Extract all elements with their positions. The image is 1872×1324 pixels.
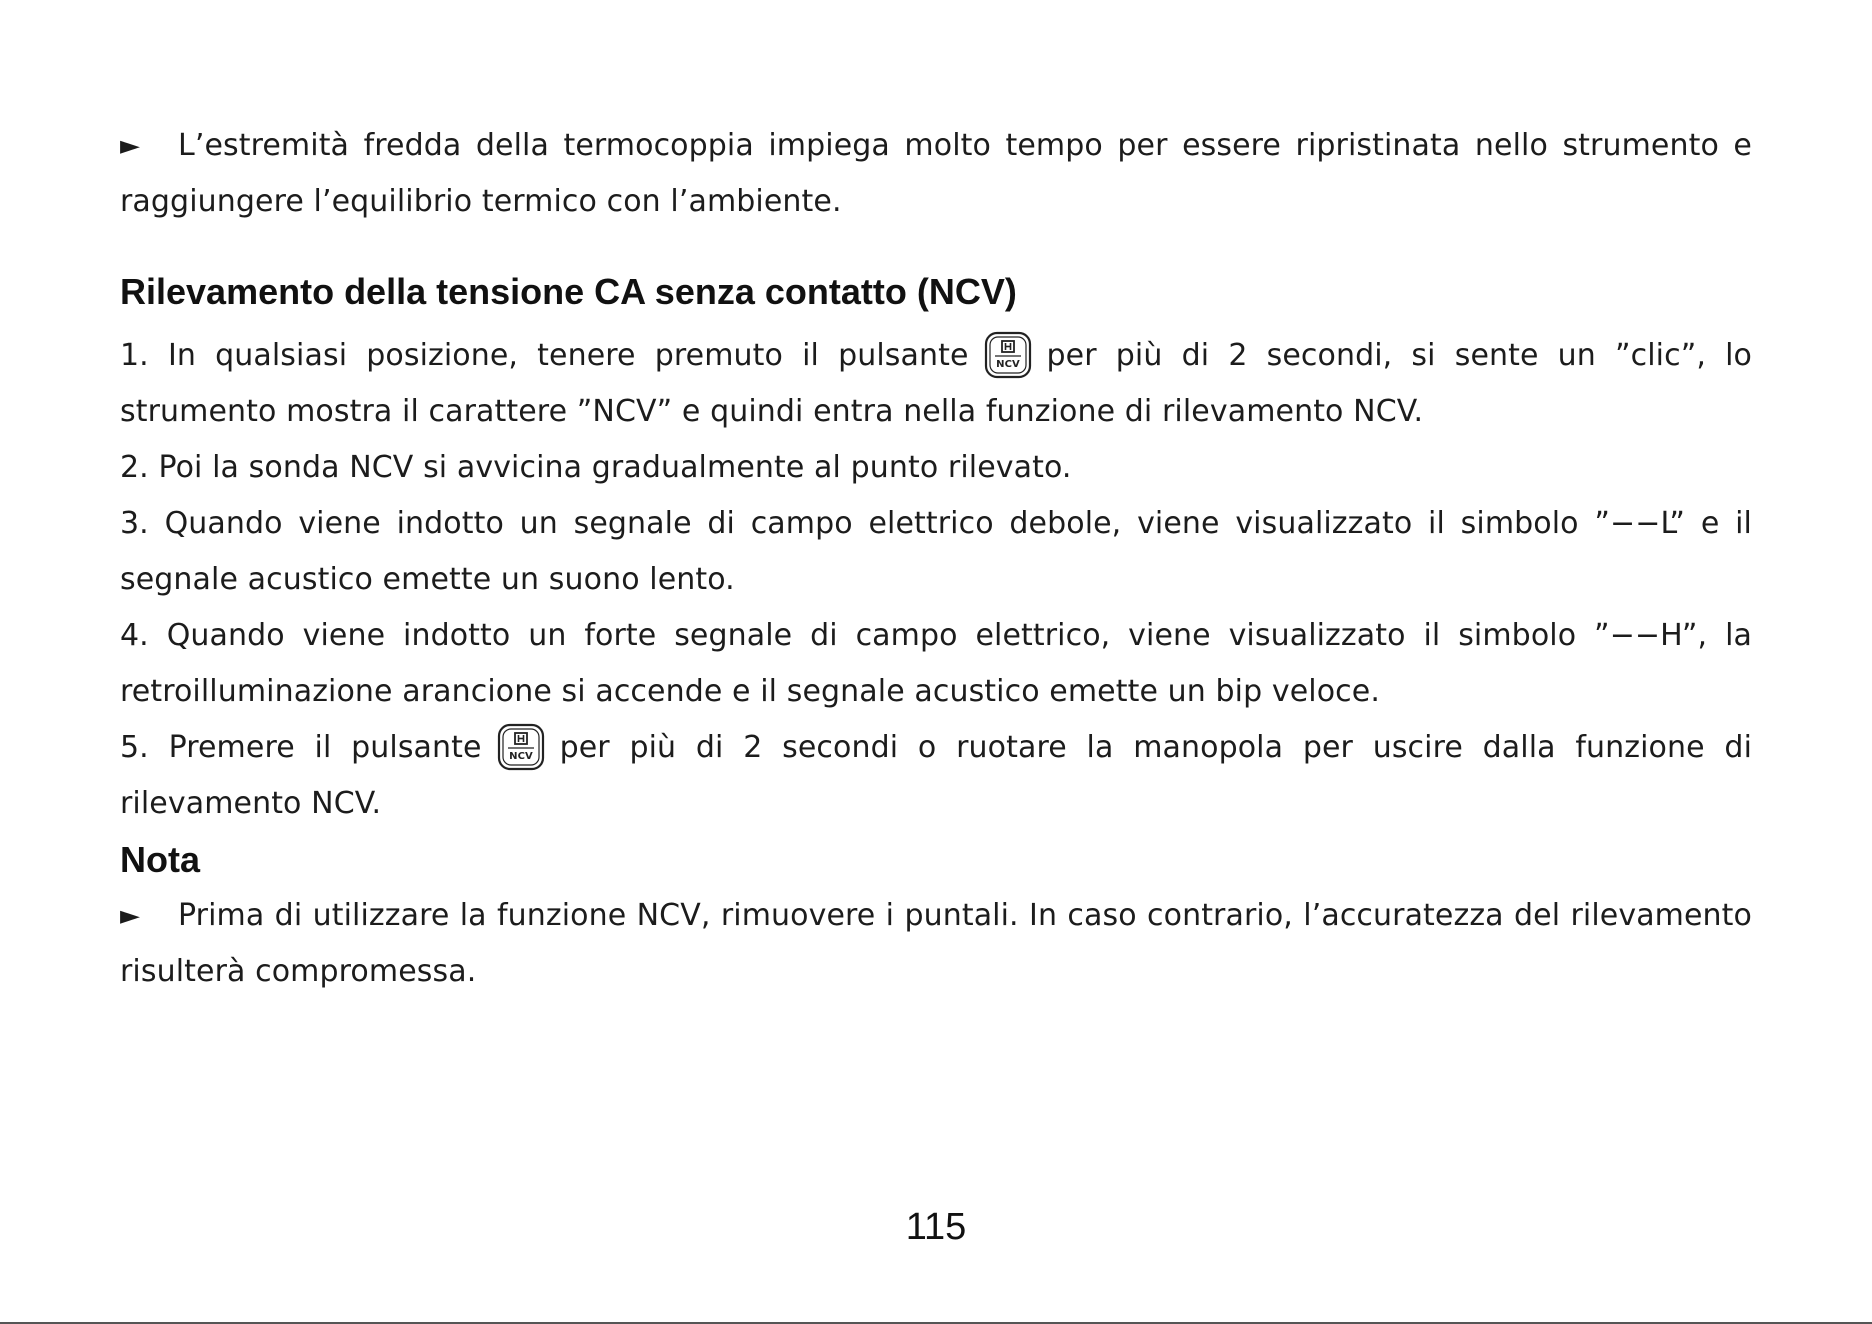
manual-page [120,118,1752,1000]
step-4: 4. Quando viene indotto un forte segnale di campo elettrico, viene visualizzato il simbolo ”−−H”, la retroilluminazione arancione si accende e il segnale acustico emette un bip veloce. [120,618,1752,709]
step-5 [120,720,1752,832]
bullet-arrow-icon: ► [120,901,141,931]
hold-ncv-button-icon [496,722,546,772]
step-5-text-after: per più di 2 secondi o ruotare la manopola per uscire dalla funzione di rilevamento NCV. [120,730,1752,821]
svg-text:NCV: NCV [508,750,533,762]
step-2: 2. Poi la sonda NCV si avvicina gradualmente al punto rilevato. [120,450,1072,485]
step-1-text-before: 1. In qualsiasi posizione, tenere premuto il pulsante [120,338,969,373]
intro-bullet [120,118,1752,230]
intro-bullet-text: L’estremità fredda della termocoppia impiega molto tempo per essere ripristinata nello strumento e raggiungere l’equilibrio termico con l’ambiente. [120,128,1752,219]
step-1 [120,328,1752,440]
section-heading: Rilevamento della tensione CA senza contatto (NCV) [120,271,1017,312]
svg-text:NCV: NCV [995,358,1020,370]
hold-ncv-button-icon [983,330,1033,380]
step-5-text-before: 5. Premere il pulsante [120,730,482,765]
note-bullet-text: Prima di utilizzare la funzione NCV, rimuovere i puntali. In caso contrario, l’accuratezza del rilevamento risulterà compromessa. [120,898,1752,989]
step-3: 3. Quando viene indotto un segnale di campo elettrico debole, viene visualizzato il simbolo ”−−L” e il segnale acustico emette un suono lento. [120,506,1752,597]
note-bullet [120,888,1752,1000]
step-1-text-after: per più di 2 secondi, si sente un ”clic”, lo strumento mostra il carattere ”NCV” e quindi entra nella funzione di rilevamento NCV. [120,338,1753,429]
page-number: 115 [905,1206,967,1248]
bullet-arrow-icon: ► [120,131,141,161]
note-heading: Nota [120,839,200,880]
